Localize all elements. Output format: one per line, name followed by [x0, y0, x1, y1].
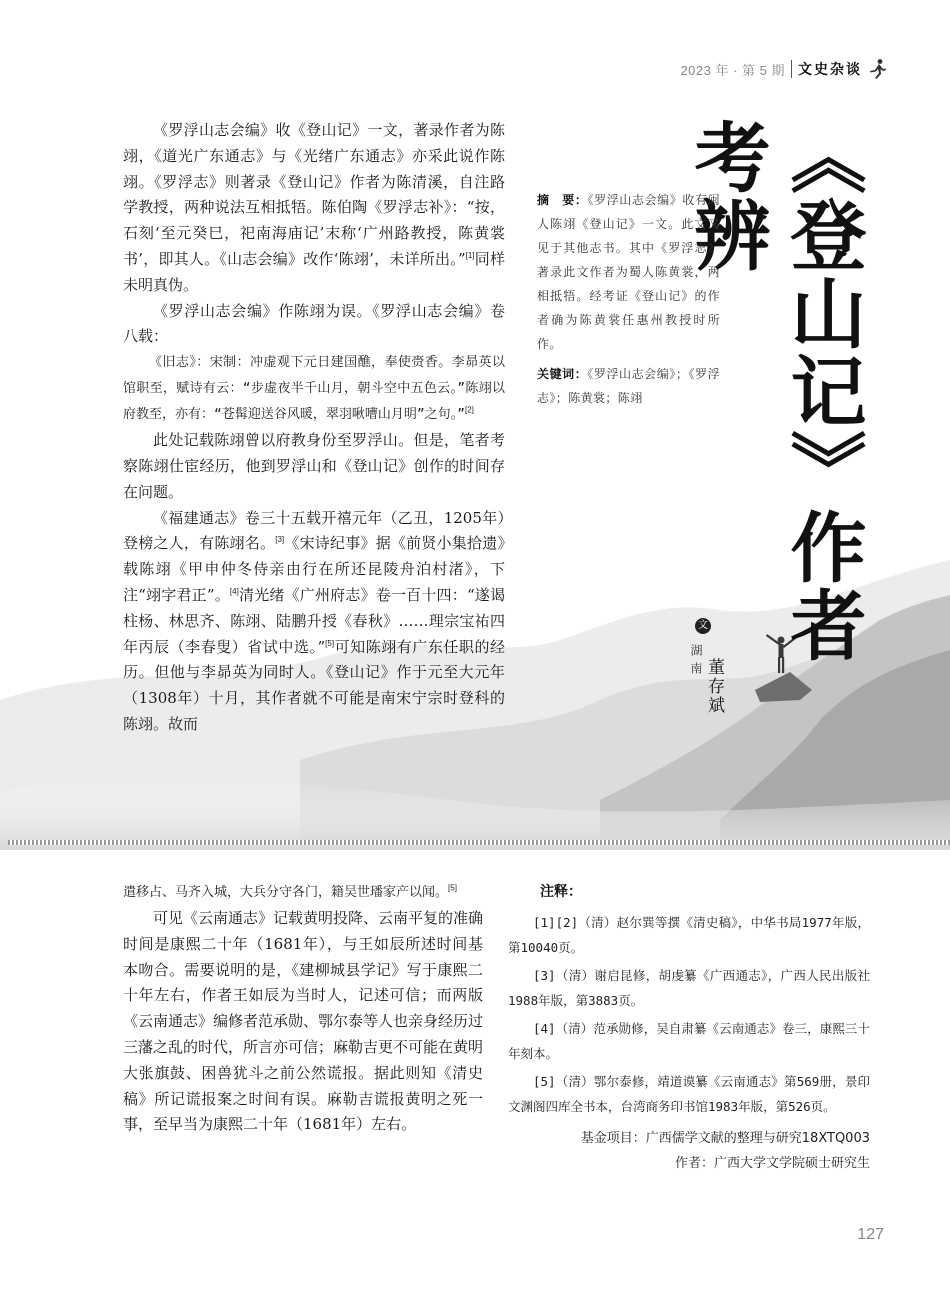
footnote-ref: [1]	[465, 250, 475, 260]
footnote-ref: [5]	[448, 883, 457, 893]
note-item: [1][2]（清）赵尔巽等撰《清史稿》，中华书局1977年版，第10040页。	[508, 914, 870, 955]
note-item: [3]（清）谢启昆修，胡虔纂《广西通志》，广西人民出版社1988年版，第3883页。	[508, 967, 870, 1008]
author-info: 作者：广西大学文学院硕士研究生	[674, 1156, 870, 1171]
footnote-ref: [5]	[325, 638, 335, 648]
quote-text: 遣移占、马齐入城，大兵分守各门，籍吴世璠家产以闻。	[123, 885, 449, 900]
author-name: 董存斌	[704, 658, 724, 715]
footnote-ref: [4]	[229, 586, 239, 596]
fund-info: 基金项目：广西儒学文献的整理与研究18XTQ003	[580, 1130, 870, 1146]
section-divider	[8, 840, 950, 845]
author-badge-icon: 文	[695, 618, 711, 634]
magazine-name: 文史杂谈	[798, 62, 862, 78]
abstract-paragraph	[537, 188, 720, 356]
notes-section	[508, 880, 870, 1177]
paragraph-text: 可见《云南通志》记载黄明投降、云南平复的准确时间是康熙二十年（1681年），与王如辰所述时间基本吻合。需要说明的是，《建柳城县学记》写于康熙二十年左右，作者王如辰为当时人，记述可信；而两版《云南通志》编修者范承勋、鄂尔泰等人也亲身经历过三藩之乱的时代，所言亦可信；麻勒吉更不可能在黄明大张旗鼓、困兽犹斗之前公然谎报。据此则知《清史稿》所记谎报案之时间有误。麻勒吉谎报黄明之死一事，至早当为康熙二十年（1681年）左右。	[123, 909, 484, 1134]
body-paragraph	[123, 906, 483, 1138]
paragraph-text: 《罗浮山志会编》收《登山记》一文，著录作者为陈翊，《道光广东通志》与《光绪广东通志》亦采此说作陈翊。《罗浮志》则著录《登山记》作者为陈清溪，自注路学教授，两种说法互相抵牾。陈伯陶《罗浮志补》：“按，石刻‘至元癸巳，祀南海庙记’末称‘广州路教授，陈黄裳书’，即其人。《山志会编》改作‘陈翊’，未详所出。”	[123, 121, 505, 268]
notes-title: 注释：	[540, 884, 582, 900]
body-paragraph	[123, 299, 505, 351]
keywords-label: 关键词：	[537, 367, 588, 381]
issue-label: 2023 年 · 第 5 期	[680, 62, 785, 78]
paragraph-text: 此处记载陈翊曾以府教身份至罗浮山。但是，笔者考察陈翊仕宦经历，他到罗浮山和《登山记》创作的时间存在问题。	[123, 431, 505, 501]
paragraph-text: 可知陈翊有广东任职的经历。但他与李昴英为同时人。《登山记》作于元至大元年（1308年）十月，其作者就不可能是南宋宁宗时登科的陈翊。故而	[123, 637, 505, 733]
header-divider	[791, 60, 792, 78]
body-paragraph	[123, 428, 505, 505]
footnote-ref: [3]	[275, 535, 285, 545]
body-paragraph	[123, 118, 505, 299]
quote-text: 《旧志》：宋制：冲虚观下元日建国醮，奉使赍香。李昴英以馆职至，赋诗有云：“步虚夜半千山月，朝斗空中五色云。”陈翊以府教至，亦有：“苍髯迎送谷风暖，翠羽啾嘈山月明”之句。”	[123, 355, 505, 423]
body-paragraph	[123, 506, 505, 738]
body-text-bottom	[123, 880, 483, 1138]
runner-logo-icon	[866, 58, 888, 80]
paragraph-text: 同样未明真伪。	[123, 249, 505, 294]
article-title: 《登山记》作者考辨	[682, 118, 867, 664]
abstract-label: 摘 要：	[537, 193, 588, 207]
footnote-ref: [2]	[464, 405, 474, 415]
author-place: 湖南	[689, 644, 703, 680]
block-quote	[123, 880, 483, 906]
running-header	[680, 58, 888, 80]
paragraph-text: 《福建通志》卷三十五载开禧元年（乙丑，1205年）登榜之人，有陈翊名。	[123, 508, 505, 553]
note-item: [5]（清）鄂尔泰修，靖道谟纂《云南通志》第569册，景印文渊阁四库全书本，台湾商务印书馆1983年版，第526页。	[508, 1073, 870, 1114]
keywords-text: 《罗浮山志会编》；《罗浮志》；陈黄裳；陈翊	[537, 367, 720, 405]
keywords-paragraph	[537, 362, 720, 410]
paragraph-text: 《宋诗纪事》据《前贤小集拾遗》载陈翊《甲申仲冬侍亲由行在所还昆陵舟泊村渚》，下注“翊字君正”。	[123, 534, 505, 604]
note-item: [4]（清）范承勋修，吴自肃纂《云南通志》卷三，康熙三十年刻本。	[508, 1020, 870, 1061]
page-number: 127	[857, 1226, 884, 1243]
abstract-text: 《罗浮山志会编》收有闽人陈翊《登山记》一文。此文又见于其他志书。其中《罗浮志》著录此文作者为蜀人陈黄裳，两相抵牾。经考证《登山记》的作者确为陈黄裳任惠州教授时所作。	[537, 193, 720, 351]
body-text-top	[123, 118, 505, 738]
author-block	[688, 618, 722, 728]
paragraph-text: 《罗浮山志会编》作陈翊为误。《罗浮山志会编》卷八载：	[123, 301, 505, 346]
paragraph-text: 清光绪《广州府志》卷一百十四：“遂谒柱杨、林思齐、陈翊、陆鹏升授《春秋》……理宗宝祐四年丙辰（李春叟）省试中选。”	[123, 585, 505, 656]
block-quote	[123, 350, 505, 428]
abstract-block	[537, 188, 720, 410]
